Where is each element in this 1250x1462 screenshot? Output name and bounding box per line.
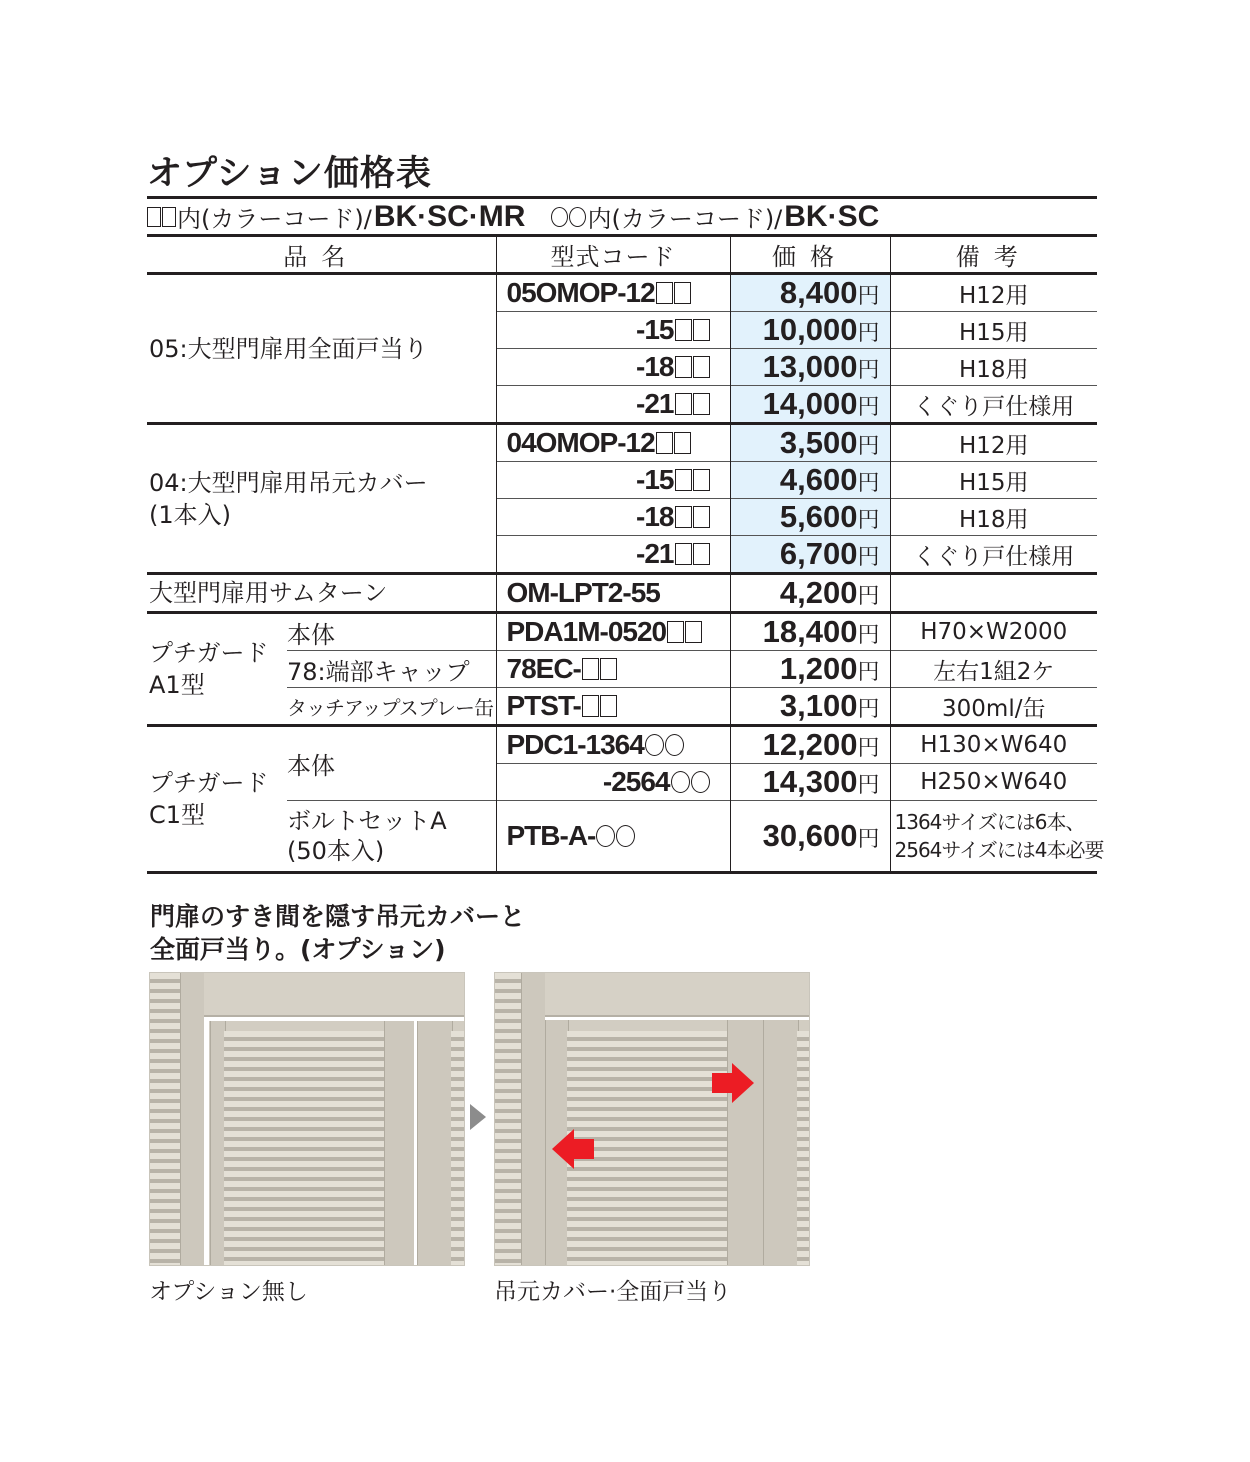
box-icon [675,469,692,491]
circle-icon [691,771,710,793]
box-icon [600,695,617,717]
box-icon [675,356,692,378]
note: H15用 [890,462,1097,499]
red-arrow-left-icon [552,1129,594,1169]
price: 14,000円 [730,386,890,424]
note: H18用 [890,349,1097,386]
sub-item-name: 78:端部キャップ [287,651,496,688]
note: H18用 [890,499,1097,536]
sub-item-name: 本体 [287,620,335,649]
box-symbol-icon [147,207,161,227]
gate-image-without-option [149,972,465,1266]
model-code: -15 [496,312,730,349]
box-icon [693,543,710,565]
model-code: -21 [496,386,730,424]
price: 12,200円 [730,726,890,764]
box-icon [693,319,710,341]
table-row [147,574,1097,613]
product-name: プチガード C1型 [149,769,269,829]
model-code: -21 [496,536,730,574]
box-icon [693,356,710,378]
product-name: プチガード A1型 [149,639,269,699]
image-caption: 吊元カバー·全面戸当り [494,1279,732,1305]
box-icon [685,621,702,643]
circle-symbol-icon [551,207,568,227]
note: H15用 [890,312,1097,349]
option-price-table [147,196,1104,874]
note: H12用 [890,274,1097,312]
box-icon [693,393,710,415]
table-row [147,651,1097,688]
box-icon [600,658,617,680]
red-arrow-right-icon [712,1063,754,1103]
box-icon [675,506,692,528]
product-name: 05:大型門扉用全面戸当り [149,334,428,363]
note: H70×W2000 [890,613,1097,651]
table-row [147,801,1097,873]
model-code: PDC1-1364 [496,726,730,764]
note: H250×W640 [890,764,1097,801]
section-heading: 門扉のすき間を隠す吊元カバーと 全面戸当り。(オプション) [150,902,526,964]
note: 左右1組2ケ [890,651,1097,688]
price: 5,600円 [730,499,890,536]
model-code: -18 [496,499,730,536]
model-code: OM-LPT2-55 [496,574,730,613]
circle-icon [665,734,684,756]
price: 8,400円 [730,274,890,312]
price: 13,000円 [730,349,890,386]
note: H12用 [890,424,1097,462]
box-color-codes: BK·SC·MR [373,199,526,233]
model-code: 05OMOP-12 [496,274,730,312]
box-icon [674,432,691,454]
table-row [147,726,1097,764]
price: 1,200円 [730,651,890,688]
model-code: -2564 [496,764,730,801]
table-row [147,274,1097,312]
header-note: 備考 [890,237,1097,274]
table-row [147,613,1097,651]
box-icon [582,695,599,717]
box-icon [693,506,710,528]
price-table [147,237,1104,874]
table-row [147,688,1097,726]
circle-icon [671,771,690,793]
model-code: PTST- [496,688,730,726]
model-code: -15 [496,462,730,499]
box-icon [667,621,684,643]
price: 30,600円 [730,801,890,873]
box-icon [656,432,673,454]
arrow-right-icon [470,1104,486,1130]
note: 300ml/缶 [890,688,1097,726]
note: H130×W640 [890,726,1097,764]
header-code: 型式コード [496,237,730,274]
box-icon [656,282,673,304]
box-icon [674,282,691,304]
image-caption: オプション無し [149,1279,308,1305]
sub-item-name: 本体 [287,752,335,780]
price: 4,200円 [730,574,890,613]
header-name: 品名 [283,243,360,271]
box-icon [675,319,692,341]
circle-color-codes: BK·SC [784,199,880,233]
price: 3,100円 [730,688,890,726]
table-header-row [147,237,1097,274]
box-icon [675,543,692,565]
box-symbol-icon [162,207,176,227]
sub-item-name: ボルトセットA (50本入) [287,801,496,873]
sub-item-name: タッチアップスプレー缶 [287,688,496,726]
color-code-legend [147,199,1097,234]
note: くぐり戸仕様用 [890,386,1097,424]
note [890,574,1097,613]
page-title: オプション価格表 [147,154,432,194]
price: 14,300円 [730,764,890,801]
header-price: 価格 [730,237,890,274]
model-code: 04OMOP-12 [496,424,730,462]
circle-icon [596,825,615,847]
model-code: PDA1M-0520 [496,613,730,651]
circle-symbol-icon [569,207,586,227]
box-icon [675,393,692,415]
product-name: 04:大型門扉用吊元カバー (1本入) [149,468,428,529]
box-icon [693,469,710,491]
price: 6,700円 [730,536,890,574]
gate-image-with-option [494,972,810,1266]
price: 10,000円 [730,312,890,349]
price: 3,500円 [730,424,890,462]
product-name: 大型門扉用サムターン [149,579,388,607]
table-row [147,424,1097,462]
model-code: PTB-A- [496,801,730,873]
note: 1364サイズには6本、 2564サイズには4本必要 [890,801,1097,873]
model-code: -18 [496,349,730,386]
circle-icon [616,825,635,847]
circle-icon [645,734,664,756]
box-icon [582,658,599,680]
price: 4,600円 [730,462,890,499]
model-code: 78EC- [496,651,730,688]
price: 18,400円 [730,613,890,651]
circle-color-label: 内(カラーコード)/ [587,205,783,233]
box-color-label: 内(カラーコード)/ [177,205,372,233]
note: くぐり戸仕様用 [890,536,1097,574]
